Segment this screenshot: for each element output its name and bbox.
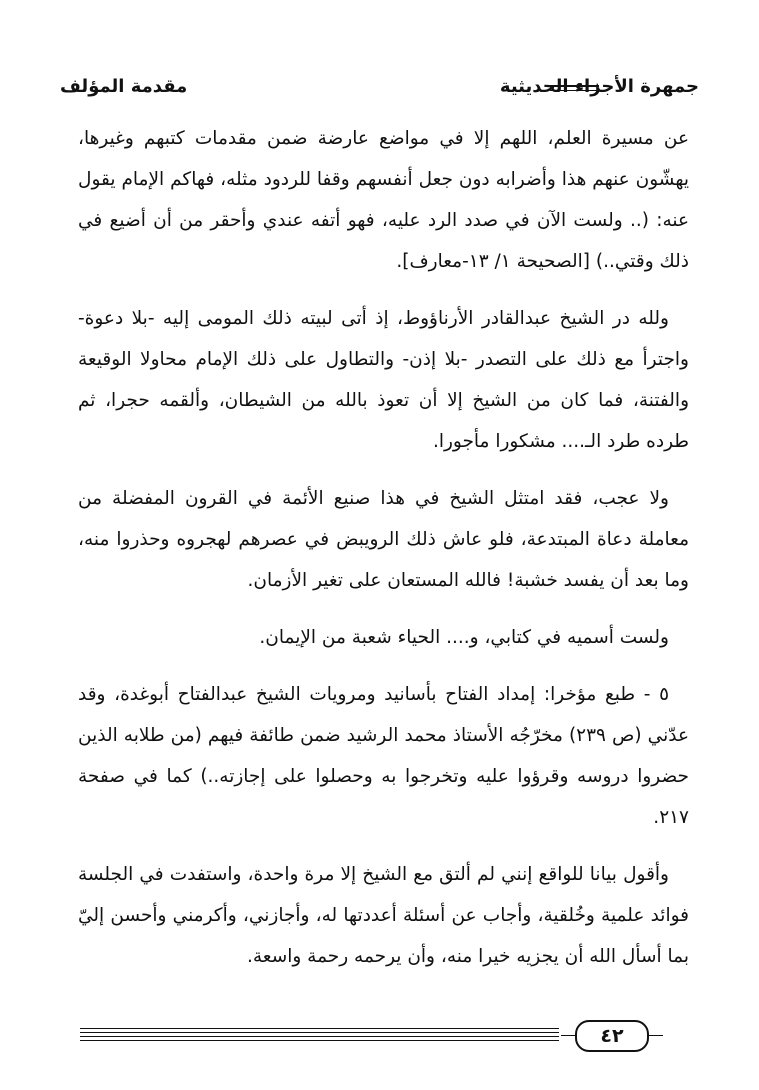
running-header: [60, 70, 699, 104]
footer-rule: [80, 1028, 559, 1029]
footer-rule: [80, 1036, 559, 1037]
page-number: ٤٢: [575, 1020, 649, 1052]
paragraph-3: ولا عجب، فقد امتثل الشيخ في هذا صنيع الأئمة في القرون المفضلة من معاملة دعاة المبتدعة، فلو عاش ذلك الرويبض في عصرهم لهجروه وحذروا منه، وما بعد أن يفسد خشبة! فالله المستعان على تغير الأزمان.: [78, 488, 689, 591]
paragraph-2: ولله در الشيخ عبدالقادر الأرناؤوط، إذ أتى لبيته ذلك المومى إليه -بلا دعوة- واجترأ مع ذلك على التصدر -بلا إذن- والتطاول على ذلك الإمام محاولا الوقيعة والفتنة، فما كان من الشيخ إلا أن تعوذ بالله من الشيطان، وألقمه حجرا، ثم طرده طرد الـ.... مشكورا مأجورا.: [78, 308, 689, 452]
paragraph-6: وأقول بيانا للواقع إنني لم ألتق مع الشيخ إلا مرة واحدة، واستفدت في الجلسة فوائد علمية وخُلقية، وأجاب عن أسئلة أعددتها له، وأجازني، وأكرمني وأحسن إليّ بما أسأل الله أن يجزيه خيرا منه، وأن يرحمه رحمة واسعة.: [78, 864, 689, 967]
paragraph-5: ٥ - طبع مؤخرا: إمداد الفتاح بأسانيد ومرويات الشيخ عبدالفتاح أبوغدة، وقد عدّني (ص ٢٣٩) مخرّجُه الأستاذ محمد الرشيد ضمن طائفة فيهم (من طلابه الذين حضروا دروسه وقرؤوا عليه وتخرجوا به وحصلوا على إجازته..) كما في صفحة ٢١٧.: [78, 684, 689, 828]
paragraph-1: عن مسيرة العلم، اللهم إلا في مواضع عارضة ضمن مقدمات كتبهم وغيرها، يهشّون عنهم هذا وأضرابه دون جعل أنفسهم وقفا للردود مثله، فهاكم الإمام يقول عنه: (.. ولست الآن في صدد الرد عليه، فهو أتفه عندي وأحقر من أن أضيع في ذلك وقتي..) [الصحيحة ١/ ١٣-معارف].: [78, 128, 689, 272]
footer-rule: [80, 1032, 559, 1033]
page-body: [78, 118, 689, 993]
section-title: مقدمة المؤلف: [60, 76, 188, 97]
book-title: جمهرة الأجزاء الحديثية: [499, 76, 699, 97]
paragraph-4: ولست أسميه في كتابي، و.... الحياء شعبة من الإيمان.: [259, 627, 669, 648]
footer-rule: [80, 1040, 559, 1041]
page-footer: [80, 1020, 679, 1060]
header-rule: [550, 85, 599, 87]
